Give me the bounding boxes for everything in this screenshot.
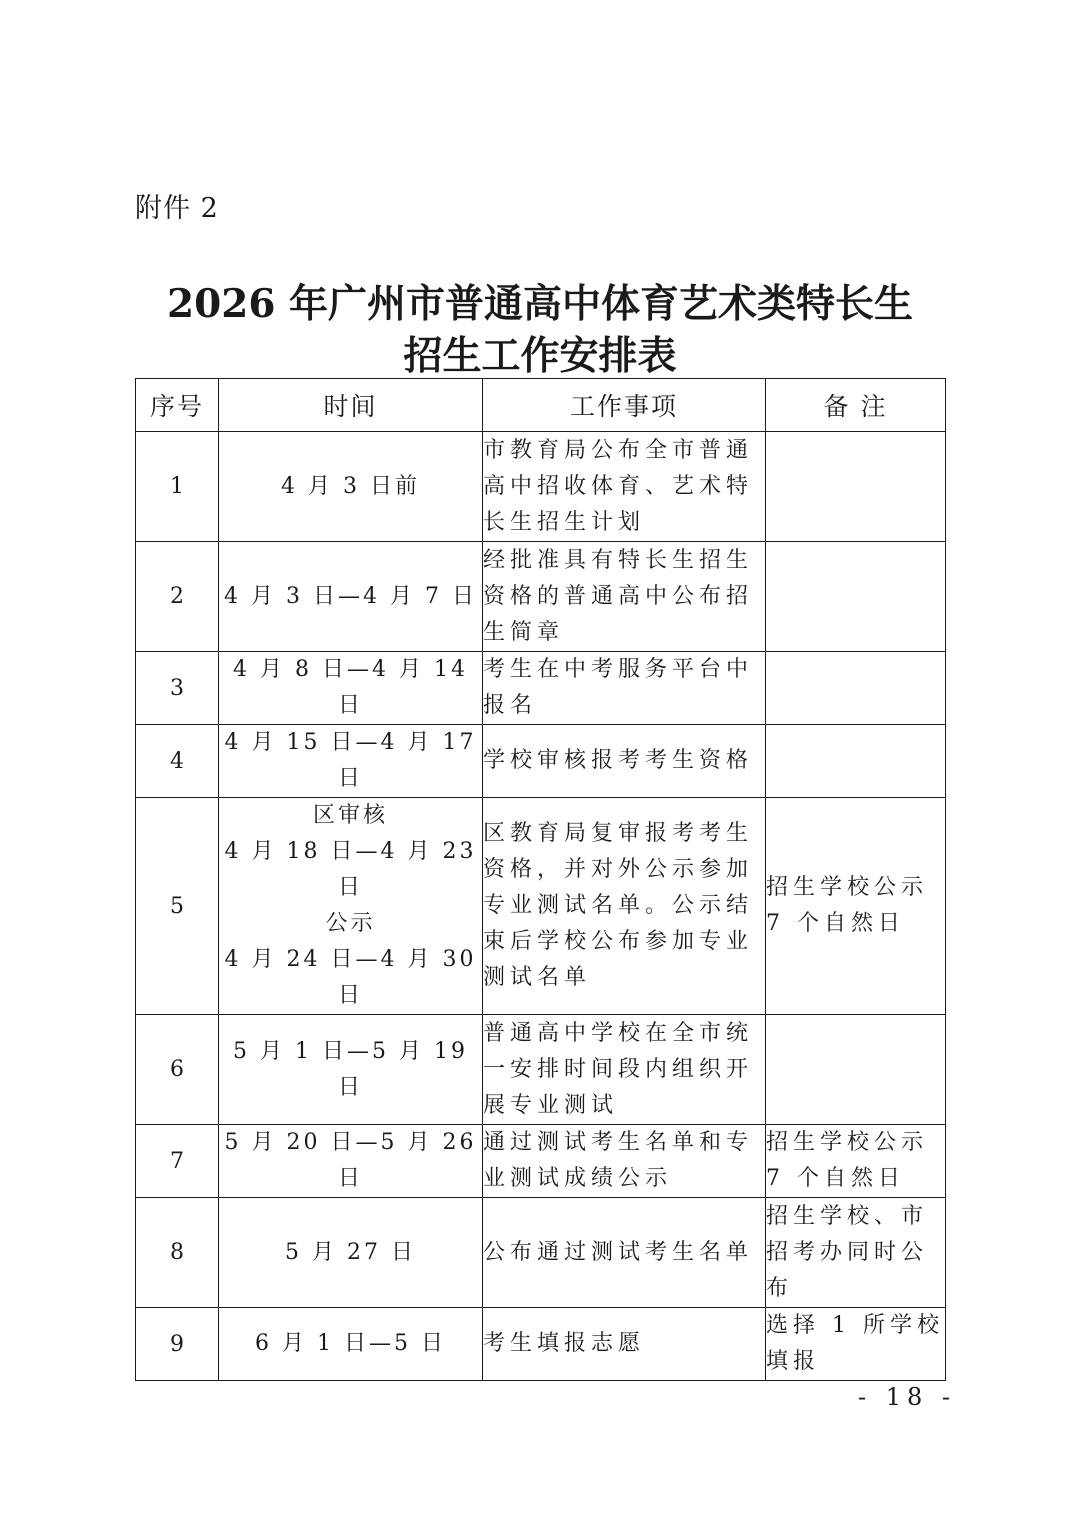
row-time xyxy=(219,1308,483,1381)
row-note: 招生学校公示 7 个自然日 xyxy=(766,798,946,1015)
row-time xyxy=(219,542,483,652)
row-time xyxy=(219,652,483,725)
row-work-item: 学校审核报考考生资格 xyxy=(483,725,766,798)
table-row xyxy=(136,432,946,542)
row-number: 3 xyxy=(136,652,219,725)
time-line: 5 月 1 日—5 月 19 日 xyxy=(233,1038,468,1100)
row-number: 8 xyxy=(136,1198,219,1308)
row-number: 6 xyxy=(136,1015,219,1125)
time-line: 5 月 27 日 xyxy=(285,1239,416,1265)
row-work-item: 考生填报志愿 xyxy=(483,1308,766,1381)
row-work-item: 公布通过测试考生名单 xyxy=(483,1198,766,1308)
table-row xyxy=(136,1308,946,1381)
row-work-item: 通过测试考生名单和专业测试成绩公示 xyxy=(483,1125,766,1198)
row-time xyxy=(219,1198,483,1308)
schedule-table xyxy=(135,378,946,1381)
row-note xyxy=(766,1015,946,1125)
row-number: 5 xyxy=(136,798,219,1015)
document-title-line-2: 招生工作安排表 xyxy=(403,333,677,379)
row-note: 招生学校、市招考办同时公布 xyxy=(766,1198,946,1308)
row-work-item: 普通高中学校在全市统一安排时间段内组织开展专业测试 xyxy=(483,1015,766,1125)
table-row xyxy=(136,1015,946,1125)
time-line: 4 月 18 日—4 月 23 日 xyxy=(224,839,477,900)
time-line: 4 月 3 日前 xyxy=(281,473,420,499)
row-number: 1 xyxy=(136,432,219,542)
table-header-row xyxy=(136,379,946,432)
row-time xyxy=(219,1125,483,1198)
header-no: 序号 xyxy=(136,379,219,432)
row-time xyxy=(219,798,483,1015)
table-row xyxy=(136,652,946,725)
row-note xyxy=(766,432,946,542)
time-line: 6 月 1 日—5 日 xyxy=(255,1331,446,1356)
row-number: 9 xyxy=(136,1308,219,1381)
time-line: 5 月 20 日—5 月 26 日 xyxy=(224,1130,477,1191)
time-line: 4 月 24 日—4 月 30 日 xyxy=(224,947,477,1008)
row-note: 选择 1 所学校填报 xyxy=(766,1308,946,1381)
row-time xyxy=(219,432,483,542)
row-time xyxy=(219,1015,483,1125)
row-work-item: 区教育局复审报考考生资格，并对外公示参加专业测试名单。公示结束后学校公布参加专业测试名单 xyxy=(483,798,766,1015)
row-work-item: 经批准具有特长生招生资格的普通高中公布招生简章 xyxy=(483,542,766,652)
table-row xyxy=(136,1198,946,1308)
time-line: 4 月 8 日—4 月 14 日 xyxy=(233,657,468,718)
row-note xyxy=(766,652,946,725)
table-row xyxy=(136,798,946,1015)
time-line: 4 月 3 日—4 月 7 日 xyxy=(224,583,477,609)
header-time: 时间 xyxy=(219,379,483,432)
table-row xyxy=(136,725,946,798)
header-item: 工作事项 xyxy=(483,379,766,432)
row-work-item: 市教育局公布全市普通高中招收体育、艺术特长生招生计划 xyxy=(483,432,766,542)
row-time xyxy=(219,725,483,798)
row-number: 7 xyxy=(136,1125,219,1198)
document-title-line-1: 2026 年广州市普通高中体育艺术类特长生 xyxy=(166,281,914,327)
time-line: 区审核 xyxy=(312,803,388,828)
row-number: 4 xyxy=(136,725,219,798)
table-row xyxy=(136,1125,946,1198)
row-note xyxy=(766,725,946,798)
page-number: - 18 - xyxy=(858,1383,957,1411)
attachment-label: 附件 2 xyxy=(135,193,219,224)
table-row xyxy=(136,542,946,652)
time-line: 公示 xyxy=(325,911,376,936)
row-number: 2 xyxy=(136,542,219,652)
header-note: 备 注 xyxy=(766,379,946,432)
table-body xyxy=(136,432,946,1381)
row-work-item: 考生在中考服务平台中报名 xyxy=(483,652,766,725)
row-note xyxy=(766,542,946,652)
row-note: 招生学校公示 7 个自然日 xyxy=(766,1125,946,1198)
time-line: 4 月 15 日—4 月 17 日 xyxy=(224,730,477,791)
